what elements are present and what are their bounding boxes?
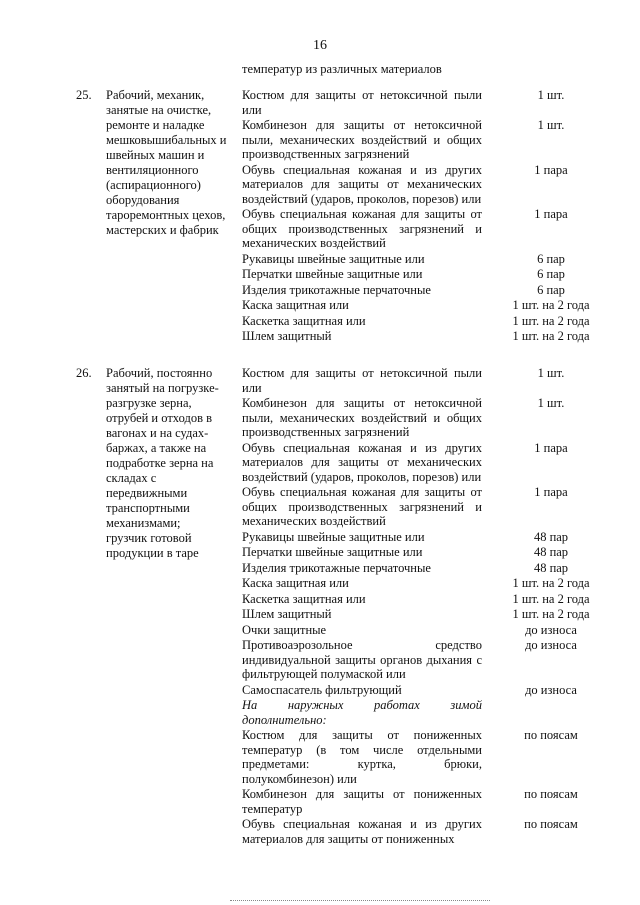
item-row: [242, 396, 640, 440]
item-row: [242, 623, 640, 638]
job-line: отрубей и отходов в: [106, 411, 212, 425]
item-text: Каскетка защитная или: [242, 313, 366, 328]
item-text-italic: На наружных работах зимой дополнительно:: [242, 698, 482, 727]
item-text: Самоспасатель фильтрующий: [242, 682, 402, 697]
item-row: [242, 485, 640, 529]
item-row: [242, 576, 640, 591]
item-text: Обувь специальная кожаная и из других материалов для защиты от пониженных: [242, 817, 482, 846]
items-list: [242, 366, 640, 847]
item-qty: 48 пар: [533, 545, 569, 559]
item-qty: 1 пара: [534, 162, 568, 177]
job-line: вагонах и на судах-: [106, 426, 209, 440]
item-qty: 6 пар: [537, 282, 565, 297]
item-row: [242, 683, 640, 698]
item-text: Рукавицы швейные защитные или: [242, 529, 425, 544]
item-qty: 1 шт.: [537, 88, 565, 102]
item-text: Каска защитная или: [242, 576, 349, 590]
job-line: продукции в таре: [106, 546, 199, 560]
entry-number: 26.: [76, 366, 92, 380]
item-row: [242, 366, 640, 395]
item-row: [242, 545, 640, 560]
continuation-text: температур из различных материалов: [242, 62, 442, 76]
item-qty: 48 пар: [533, 560, 569, 575]
job-line: тароремонтных цехов,: [106, 208, 226, 222]
item-qty: 1 шт. на 2 года: [512, 329, 590, 343]
item-row: [242, 283, 640, 298]
item-row: [242, 163, 640, 207]
item-qty: 1 шт. на 2 года: [512, 607, 590, 621]
job-line: разгрузке зерна,: [106, 396, 192, 410]
item-qty: 1 шт. на 2 года: [512, 576, 590, 590]
job-line: мастерских и фабрик: [106, 223, 219, 237]
item-qty: 6 пар: [537, 251, 565, 266]
item-row: [242, 207, 640, 251]
item-qty: 6 пар: [537, 267, 565, 281]
item-text: Изделия трикотажные перчаточные: [242, 560, 431, 575]
item-text: Перчатки швейные защитные или: [242, 267, 423, 281]
item-row: [242, 314, 640, 329]
item-qty: 1 пара: [534, 485, 568, 499]
item-row: [242, 298, 640, 313]
job-line: Рабочий, постоянно: [106, 366, 213, 380]
item-qty: по поясам: [524, 728, 578, 742]
job-line: вентиляционного: [106, 163, 199, 177]
job-line: занятый на погрузке-: [106, 381, 219, 395]
item-qty: 1 шт. на 2 года: [512, 313, 590, 328]
item-text: Рукавицы швейные защитные или: [242, 251, 425, 266]
job-line: Рабочий, механик,: [106, 88, 205, 102]
item-text: Изделия трикотажные перчаточные: [242, 282, 431, 297]
item-text: Перчатки швейные защитные или: [242, 545, 423, 559]
item-qty: до износа: [525, 622, 577, 637]
item-qty: 1 шт.: [537, 366, 565, 380]
item-row: [242, 530, 640, 545]
item-row: [242, 267, 640, 282]
job-line: ремонте и наладке: [106, 118, 205, 132]
item-row: [242, 118, 640, 162]
item-text: Комбинезон для защиты от нетоксичной пыли, механических воздействий и общих производственных загрязнений: [242, 396, 482, 439]
item-text: Шлем защитный: [242, 329, 332, 343]
page-number: 16: [313, 38, 327, 53]
item-qty: 1 шт. на 2 года: [512, 591, 590, 606]
item-row: [242, 787, 640, 816]
item-qty: 1 шт. на 2 года: [512, 298, 590, 312]
item-row: [242, 817, 640, 846]
item-row: [242, 252, 640, 267]
job-line: занятые на очистке,: [106, 103, 212, 117]
item-qty: 1 шт.: [537, 118, 565, 132]
item-row: [242, 728, 640, 786]
job-line: швейных машин и: [106, 148, 205, 162]
job-line: (аспирационного): [106, 178, 201, 192]
item-text: Каска защитная или: [242, 298, 349, 312]
job-line: передвижными: [106, 486, 188, 500]
job-line: складах с: [106, 471, 157, 485]
item-qty: 1 шт.: [537, 396, 565, 410]
item-row: [242, 638, 640, 682]
job-line: мешковышибальных и: [106, 133, 227, 147]
item-text: Комбинезон для защиты от нетоксичной пыли, механических воздействий и общих производственных загрязнений: [242, 118, 482, 161]
item-text: Каскетка защитная или: [242, 591, 366, 606]
item-qty: до износа: [525, 638, 577, 652]
item-qty: 1 пара: [534, 207, 568, 221]
job-line: механизмами;: [106, 516, 181, 530]
job-line: грузчик готовой: [106, 531, 192, 545]
item-qty: 1 пара: [534, 440, 568, 455]
item-qty: до износа: [525, 682, 577, 697]
item-text: Противоаэрозольное средство индивидуальной защиты органов дыхания с фильтрующей полумаской или: [242, 638, 482, 681]
item-text: Шлем защитный: [242, 607, 332, 621]
item-row: [242, 88, 640, 117]
item-row: [242, 329, 640, 344]
item-text: Обувь специальная кожаная и из других материалов для защиты от механических воздействий (ударов, проколов, порезов) или: [242, 440, 482, 484]
item-row: [242, 561, 640, 576]
item-qty: по поясам: [524, 787, 578, 801]
item-row: [242, 607, 640, 622]
job-line: оборудования: [106, 193, 180, 207]
job-title: [106, 88, 236, 238]
item-text: Обувь специальная кожаная для защиты от общих производственных загрязнений и механических воздействий: [242, 485, 482, 528]
item-text: Комбинезон для защиты от пониженных температур: [242, 787, 482, 816]
item-qty: 48 пар: [533, 529, 569, 544]
item-text: Обувь специальная кожаная и из других материалов для защиты от механических воздействий (ударов, проколов, порезов) или: [242, 162, 482, 206]
entry-number: 25.: [76, 88, 92, 102]
item-qty: по поясам: [524, 817, 578, 831]
item-row: [242, 441, 640, 485]
item-text: Костюм для защиты от нетоксичной пыли или: [242, 88, 482, 117]
item-text: Костюм для защиты от пониженных температур (в том числе отдельными предметами: куртка, брюки, полукомбинезон) или: [242, 728, 482, 786]
item-row: [242, 592, 640, 607]
item-text: Костюм для защиты от нетоксичной пыли или: [242, 366, 482, 395]
job-line: транспортными: [106, 501, 190, 515]
items-list: [242, 88, 640, 345]
job-line: подработке зерна на: [106, 456, 214, 470]
item-text: Очки защитные: [242, 622, 327, 637]
bottom-divider: [230, 900, 490, 901]
job-line: баржах, а также на: [106, 441, 207, 455]
item-text: Обувь специальная кожаная для защиты от общих производственных загрязнений и механических воздействий: [242, 207, 482, 250]
job-title: [106, 366, 236, 561]
item-row: [242, 698, 640, 727]
